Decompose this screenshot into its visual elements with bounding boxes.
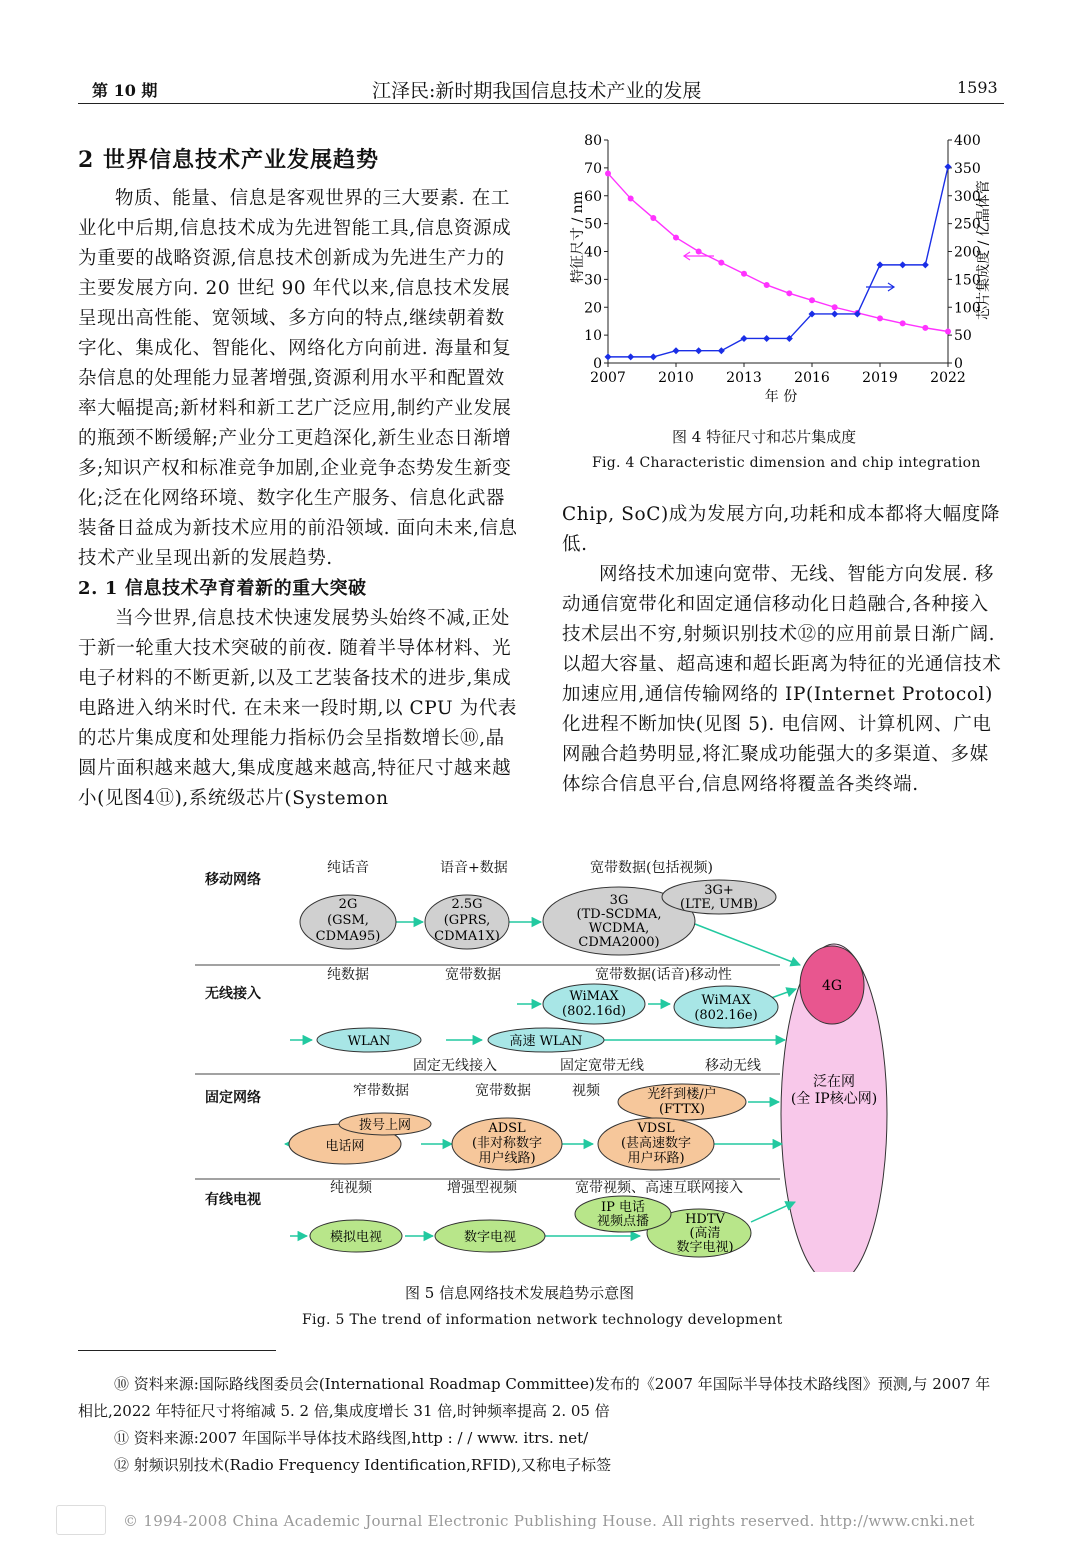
header-wireless-data: 纯数据 — [327, 967, 369, 983]
node-hdtv-l1: HDTV — [685, 1212, 725, 1227]
fig4-point-dimension — [809, 297, 815, 303]
fig4-point-integration — [877, 261, 884, 268]
node-3g-l1: 3G — [609, 893, 629, 908]
fig4-point-dimension — [945, 329, 951, 335]
section-heading: 2 世界信息技术产业发展趋势 — [78, 147, 379, 173]
fig4-caption-cn: 图 4 特征尺寸和芯片集成度 — [672, 428, 857, 446]
fig4-series-line-1 — [608, 167, 948, 357]
fig4-point-dimension — [764, 282, 770, 288]
fig4-xtick-label: 2010 — [658, 370, 694, 386]
footnotes — [78, 1371, 1004, 1479]
node-ip-phone-vod-l2: 视频点播 — [596, 1214, 650, 1229]
fig4-ytick-right-label: 50 — [954, 328, 972, 345]
footnote-rule — [78, 1350, 276, 1351]
paragraph-breakthrough: 当今世界,信息技术快速发展势头始终不减,正处于新一轮重大技术突破的前夜. 随着半导体材料、光电子材料的不断更新,以及工艺装备技术的进步,集成电路进入纳米时代. 在未来一段时期,以 CPU 为代表的芯片集成度和处理能力指标仍会呈指数增长⑩,晶圆片面积越来越大,集成度越来越高,特征尺寸越来越小(见图4⑪),系统级芯片(Systemon — [78, 608, 517, 809]
node-hdtv-l2: (高清 — [689, 1226, 721, 1241]
footer-wireless-fixed: 固定无线接入 — [413, 1058, 497, 1074]
fig4-xlabel: 年 份 — [764, 389, 798, 405]
node-wimax-d-l1: WiMAX — [569, 989, 619, 1004]
fig4-point-dimension — [650, 215, 656, 221]
fig4-ytick-label: 80 — [584, 133, 602, 149]
fig4-point-integration — [922, 261, 929, 268]
node-dialup-label: 拨号上网 — [358, 1118, 412, 1133]
header-mobile-voice: 纯话音 — [327, 860, 369, 876]
fig4-point-integration — [673, 347, 680, 354]
right-column — [562, 500, 1006, 800]
fig4-ytick-right-label: 100 — [954, 300, 981, 317]
fig4-ylabel: 特征尺寸 / nm — [570, 191, 586, 283]
fig4-ytick-right-label: 200 — [954, 244, 981, 261]
node-digital-tv-label: 数字电视 — [463, 1230, 517, 1245]
fig4-point-dimension — [832, 304, 838, 310]
node-vdsl-l1: VDSL — [637, 1121, 675, 1136]
fig4-caption-en: Fig. 4 Characteristic dimension and chip integration — [592, 455, 981, 471]
fig4-ytick-right-label: 350 — [954, 160, 981, 177]
fig4-ylabel-right: 芯片集成度 / 亿晶体管 — [976, 180, 992, 320]
node-vdsl-l3: 用户环路) — [627, 1151, 685, 1166]
header-cable-video: 纯视频 — [330, 1180, 372, 1196]
arrow — [751, 1202, 795, 1222]
footer-wireless-fixed-broadband: 固定宽带无线 — [560, 1058, 644, 1074]
paragraph-network: 网络技术加速向宽带、无线、智能方向发展. 移动通信宽带化和固定通信移动化日趋融合,各种接入技术层出不穷,射频识别技术⑫的应用前景日渐广阔. 以超大容量、超高速和超长距离为特征的光通信技术加速应用,通信传输网络的 IP(Internet Protocol)化进程不断加快(见图 5). 电信网、计算机网、广电网融合趋势明显,将汇聚成功能强大的多渠道、多媒体综合信息平台,信息网络将覆盖各类终端. — [562, 564, 1002, 795]
fig4-point-integration — [899, 261, 906, 268]
header-fixed-video: 视频 — [572, 1083, 600, 1099]
paragraph-materials: 物质、能量、信息是客观世界的三大要素. 在工业化中后期,信息技术成为先进智能工具,信息资源成为重要的战略资源,信息技术创新成为先进生产力的主要发展方向. 20 世纪 90 年代以来,信息技术发展呈现出高性能、宽领域、多方向的特点,继续朝着数字化、集成化、智能化、网络化方向前进. 海量和复杂信息的处理能力显著增强,资源利用水平和配置效率大幅提高;新材料和新工艺广泛应用,制约产业发展的瓶颈不断缓解;产业分工更趋深化,新生业态日渐增多;知识产权和标准竞争加剧,企业竞争态势发生新变化;泛在化网络环境、数字化生产服务、信息化武器装备日益成为新技术应用的前沿领域. 面向未来,信息技术产业呈现出新的发展趋势. — [78, 188, 518, 569]
fig4-ytick-right-label: 250 — [954, 216, 981, 233]
header-wireless-mobility: 宽带数据(话音)移动性 — [595, 967, 732, 983]
node-4g-label: 4G — [821, 978, 843, 994]
node-fttx-l2: (FTTX) — [658, 1102, 706, 1117]
node-high-speed-wlan-label: 高速 WLAN — [509, 1034, 583, 1049]
fig4-ytick-label: 0 — [593, 356, 602, 372]
footnote-12: ⑫ 射频识别技术(Radio Frequency Identification,RFID),又称电子标签 — [114, 1456, 612, 1474]
fig4-series — [605, 163, 952, 360]
node-analog-tv-label: 模拟电视 — [329, 1230, 383, 1245]
node-phone-network-label: 电话网 — [325, 1139, 365, 1154]
header-rule — [78, 103, 1004, 104]
fig4-point-dimension — [877, 315, 883, 321]
fig4-point-integration — [831, 310, 838, 317]
subsection-heading: 2. 1 信息技术孕育着新的重大突破 — [78, 578, 367, 599]
fig4-chart — [560, 125, 1000, 410]
node-25g-l3: CDMA1X) — [434, 929, 500, 944]
fig4-point-dimension — [628, 196, 634, 202]
fig4-ytick-label: 10 — [584, 328, 602, 345]
fig4-xtick-label: 2022 — [930, 370, 966, 386]
header-cable-broadband: 宽带视频、高速互联网接入 — [575, 1180, 743, 1196]
node-wimax-e-l2: (802.16e) — [694, 1008, 758, 1023]
fig4-xtick-label: 2019 — [862, 370, 898, 386]
fig4-point-integration — [945, 163, 952, 170]
header-fixed-narrow: 窄带数据 — [353, 1083, 409, 1099]
fig4-point-integration — [763, 335, 770, 342]
fig4-point-integration — [718, 347, 725, 354]
fig4-point-dimension — [718, 260, 724, 266]
fig5-caption-cn: 图 5 信息网络技术发展趋势示意图 — [405, 1284, 635, 1302]
node-vdsl-l2: (甚高速数字 — [620, 1136, 692, 1151]
header-mobile-broadband: 宽带数据(包括视频) — [590, 860, 713, 876]
fig4-ytick-right-label: 0 — [954, 356, 963, 372]
fig4-ytick-label: 30 — [584, 272, 602, 289]
node-hdtv-l3: 数字电视) — [676, 1240, 734, 1255]
node-3g-plus-l1: 3G+ — [704, 883, 734, 898]
node-3g-l3: WCDMA, — [588, 921, 650, 936]
node-wimax-e-l1: WiMAX — [701, 993, 751, 1008]
node-2g-l2: (GSM, — [327, 913, 369, 928]
fig4-axes — [584, 133, 981, 386]
node-adsl-l3: 用户线路) — [478, 1151, 536, 1166]
fig4-right-arrow — [866, 283, 894, 291]
node-3g-plus-l2: (LTE, UMB) — [680, 897, 758, 912]
fig4-point-integration — [695, 347, 702, 354]
footnote-10: ⑩ 资料来源:国际路线图委员会(International Roadmap Committee)发布的《2007 年国际半导体技术路线图》预测,与 2007 年相比,2022 年特征尺寸将缩减 5. 2 倍,集成度增长 31 倍,时钟频率提高 2. 05 倍 — [78, 1375, 991, 1420]
header-cable-enhanced: 增强型视频 — [447, 1180, 517, 1196]
row-label-fixed: 固定网络 — [205, 1090, 261, 1106]
node-25g-l1: 2.5G — [451, 897, 483, 912]
fig4-point-dimension — [900, 320, 906, 326]
node-wlan-label: WLAN — [347, 1034, 391, 1049]
fig4-ytick-right-label: 150 — [954, 272, 981, 289]
node-3g-l2: (TD-SCDMA, — [576, 907, 662, 922]
fig4-ytick-label: 40 — [584, 244, 602, 261]
row-label-wireless: 无线接入 — [205, 986, 261, 1002]
fig4-point-dimension — [605, 170, 611, 176]
fig5-diagram — [195, 852, 895, 1272]
fig4-point-integration — [650, 353, 657, 360]
fig4-point-integration — [605, 353, 612, 360]
fig4-xtick-label: 2013 — [726, 370, 762, 386]
header-mobile-data: 语音+数据 — [440, 860, 508, 876]
fig4-series-line-0 — [608, 173, 948, 331]
fig4-point-dimension — [741, 271, 747, 277]
footnote-11: ⑪ 资料来源:2007 年国际半导体技术路线图,http : / / www. itrs. net/ — [114, 1429, 589, 1447]
header-fixed-broadband: 宽带数据 — [475, 1083, 531, 1099]
fig4-ytick-label: 20 — [584, 300, 602, 317]
row-label-mobile: 移动网络 — [205, 872, 261, 888]
running-title: 江泽民:新时期我国信息技术产业的发展 — [372, 80, 702, 102]
paragraph-soc: Chip, SoC)成为发展方向,功耗和成本都将大幅度降低. — [562, 504, 1000, 555]
node-fttx-l1: 光纤到楼/户 — [647, 1087, 717, 1102]
node-2g-l1: 2G — [338, 897, 358, 912]
arrow — [695, 924, 800, 965]
issue-number: 第 10 期 — [92, 81, 158, 100]
fig4-ytick-right-label: 400 — [954, 133, 981, 149]
page-number: 1593 — [957, 78, 998, 97]
fig4-ytick-label: 60 — [584, 188, 602, 205]
node-ubiquitous-line2: (全 IP核心网) — [790, 1091, 878, 1107]
node-ubiquitous-line1: 泛在网 — [813, 1074, 855, 1090]
footer-wireless-mobile: 移动无线 — [705, 1058, 761, 1074]
fig4-point-dimension — [673, 235, 679, 241]
fig4-point-integration — [627, 353, 634, 360]
node-ip-phone-vod-l1: IP 电话 — [600, 1200, 646, 1215]
fig4-ytick-label: 50 — [584, 216, 602, 233]
fig5-caption-en: Fig. 5 The trend of information network technology development — [302, 1312, 783, 1328]
fig4-ytick-label: 70 — [584, 160, 602, 177]
copyright-notice: © 1994-2008 China Academic Journal Electronic Publishing House. All rights reserved. http://www.cnki.net — [123, 1512, 975, 1530]
cnki-logo — [56, 1505, 106, 1535]
fig4-xtick-label: 2016 — [794, 370, 830, 386]
fig4-point-dimension — [922, 325, 928, 331]
node-wimax-d-l2: (802.16d) — [562, 1004, 626, 1019]
fig4-point-integration — [741, 335, 748, 342]
fig4-ytick-right-label: 300 — [954, 188, 981, 205]
node-adsl-l2: (非对称数字 — [471, 1136, 543, 1151]
left-column — [78, 142, 522, 814]
header-wireless-broadband: 宽带数据 — [445, 967, 501, 983]
fig4-point-dimension — [696, 249, 702, 255]
fig4-xtick-label: 2007 — [590, 370, 626, 386]
node-2g-l3: CDMA95) — [315, 929, 381, 944]
row-label-cable: 有线电视 — [205, 1192, 261, 1208]
node-adsl-l1: ADSL — [488, 1121, 526, 1136]
fig4-point-dimension — [786, 290, 792, 296]
node-25g-l2: (GPRS, — [443, 913, 491, 928]
node-3g-l4: CDMA2000) — [578, 935, 660, 950]
